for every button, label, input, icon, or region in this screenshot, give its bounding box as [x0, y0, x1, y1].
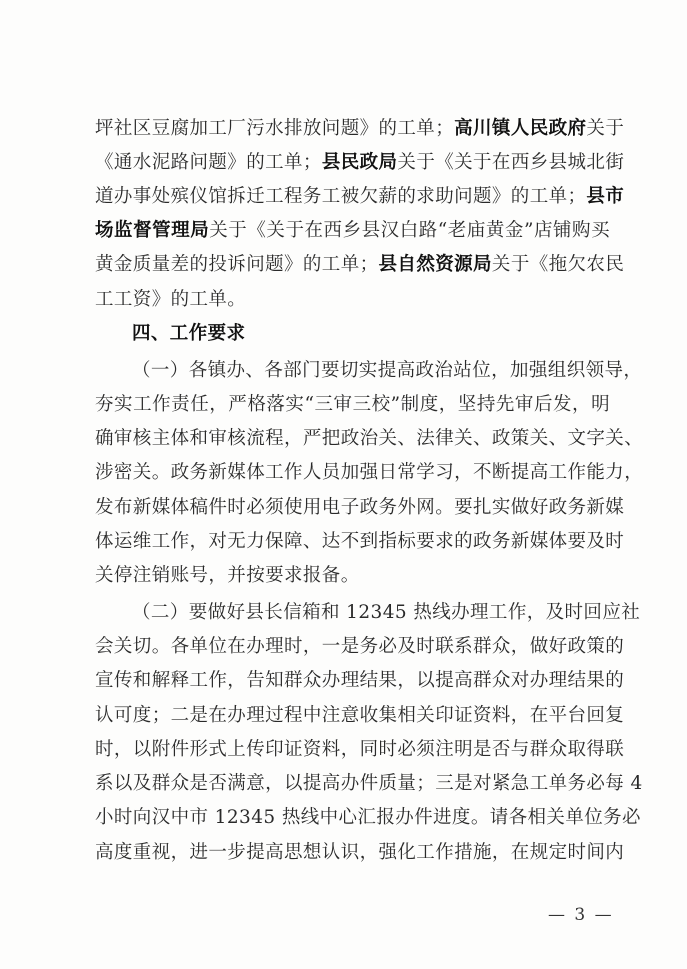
heading-text: 四、工作要求	[132, 323, 246, 344]
text-line-3	[95, 180, 625, 213]
text-line-4	[95, 214, 610, 247]
text-line-14	[95, 559, 610, 592]
text-line-2	[95, 146, 625, 179]
body-text: 坪社区豆腐加工厂污水排放问题》的工单；	[95, 118, 455, 139]
text-line-13	[95, 525, 625, 558]
body-text: 时，以附件形式上传印证资料，同时必须注明是否与群众取得联	[95, 739, 625, 760]
body-text: 夯实工作责任，严格落实“三审三校”制度，坚持先审后发，明	[95, 394, 610, 415]
body-text: （二）要做好县长信箱和 12345 热线办理工作，及时回应社	[132, 602, 641, 623]
body-text: 小时向汉中市 12345 热线中心汇报办件进度。请各相关单位务必	[95, 807, 641, 828]
body-text: 发布新媒体稿件时必须使用电子政务外网。要扎实做好政务新媒	[95, 497, 625, 518]
text-line-12	[95, 491, 625, 524]
body-text: 关停注销账号，并按要求报备。	[95, 565, 360, 586]
text-line-15	[132, 596, 641, 629]
body-text: 《通水泥路问题》的工单；	[95, 152, 322, 173]
text-line-17	[95, 664, 625, 697]
text-line-22	[95, 836, 625, 869]
body-text: 工工资》的工单。	[95, 289, 247, 310]
bold-text: 高川镇人民政府	[454, 118, 587, 139]
body-text: 涉密关。政务新媒体工作人员加强日常学习，不断提高工作能力，	[95, 462, 644, 483]
body-text: 会关切。各单位在办理时，一是务必及时联系群众，做好政策的	[95, 636, 625, 657]
body-text: 体运维工作，对无力保障、达不到指标要求的政务新媒体要及时	[95, 531, 625, 552]
body-text: 关于	[586, 118, 625, 139]
bold-text: 县自然资源局	[378, 254, 492, 275]
body-text: 关于《关于在西乡县汉白路“老庙黄金”店铺购买	[209, 220, 610, 241]
body-text: 关于《关于在西乡县城北街	[397, 152, 625, 173]
text-line-11	[95, 456, 644, 489]
body-text: 认可度；二是在办理过程中注意收集相关印证资料，在平台回复	[95, 705, 625, 726]
body-text: （一）各镇办、各部门要切实提高政治站位，加强组织领导，	[132, 360, 643, 381]
bold-text: 场监督管理局	[95, 220, 210, 241]
bold-text: 县民政局	[321, 152, 398, 173]
body-text: 高度重视，进一步提高思想认识，强化工作措施，在规定时间内	[95, 842, 625, 863]
body-text: 黄金质量差的投诉问题》的工单；	[95, 254, 379, 275]
body-text: 确审核主体和审核流程，严把政治关、法律关、政策关、文字关、	[95, 428, 644, 449]
text-line-19	[95, 733, 625, 766]
body-text: 道办事处殡仪馆拆迁工程务工被欠薪的求助问题》的工单；	[95, 186, 587, 207]
text-line-10	[95, 422, 644, 455]
body-text: 系以及群众是否满意，以提高办件质量；三是对紧急工单务必每 4	[95, 773, 643, 794]
body-text: 宣传和解释工作，告知群众办理结果，以提高群众对办理结果的	[95, 670, 625, 691]
text-line-20	[95, 767, 643, 800]
text-line-6	[95, 283, 610, 316]
text-line-21	[95, 801, 641, 834]
body-text: 关于《拖欠农民	[491, 254, 625, 275]
text-line-8	[132, 354, 643, 387]
text-line-16	[95, 630, 625, 663]
bold-text: 县市	[586, 186, 625, 207]
page-number: — 3 —	[548, 905, 614, 925]
text-line-5	[95, 248, 625, 281]
section-heading	[132, 317, 610, 350]
text-line-18	[95, 699, 625, 732]
text-line-1	[95, 112, 625, 145]
text-line-9	[95, 388, 610, 421]
